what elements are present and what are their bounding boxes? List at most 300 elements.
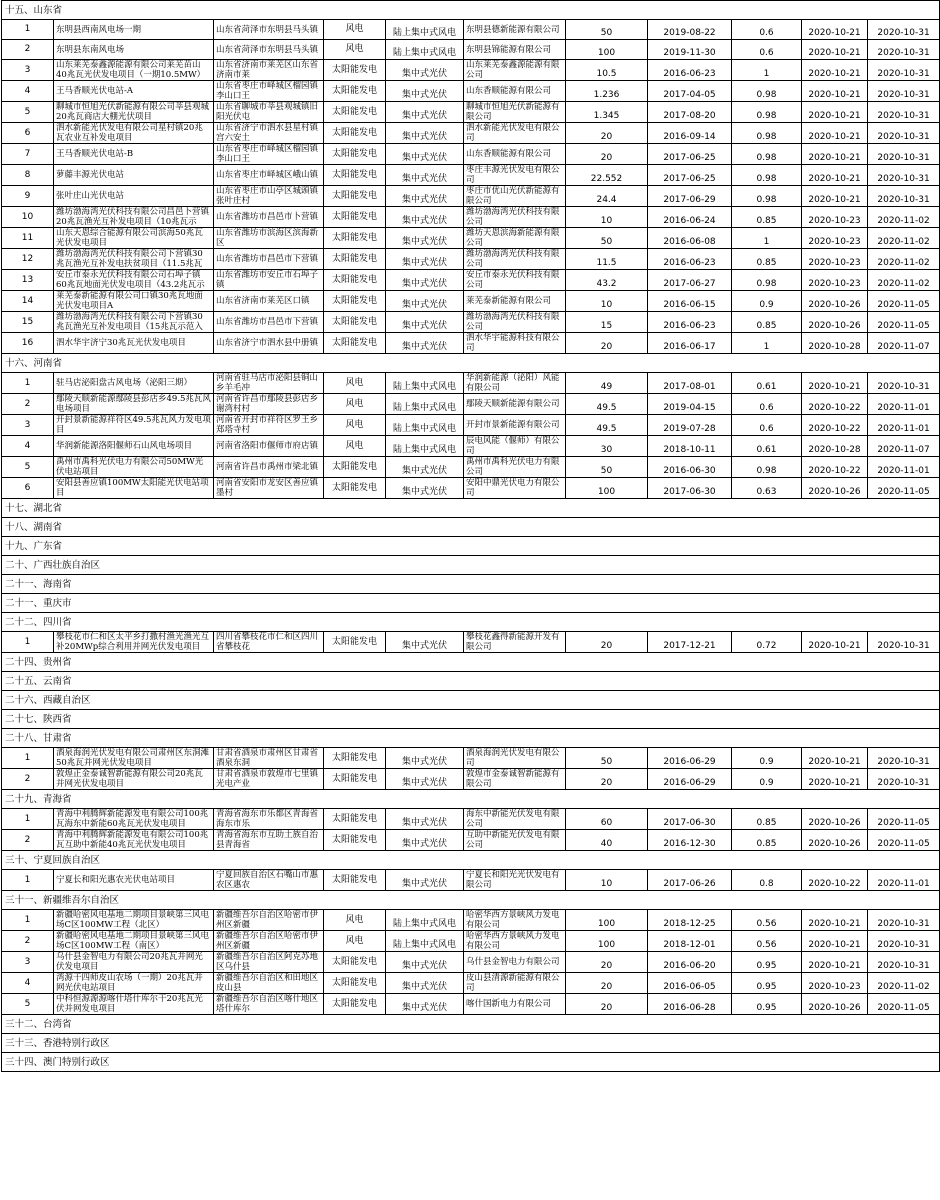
cell-start-date: 2020-10-23 <box>802 270 868 291</box>
cell-start-date: 2020-10-21 <box>802 40 868 60</box>
table-row <box>2 830 940 851</box>
section-title: 二十九、青海省 <box>2 790 940 809</box>
cell-owner: 潍坊渤海湾光伏科技有限公司 <box>464 249 566 270</box>
cell-capacity: 49.5 <box>566 415 648 436</box>
cell-power-type: 太阳能发电 <box>324 870 386 891</box>
cell-grid-date: 2016-12-30 <box>648 830 732 851</box>
cell-category: 陆上集中式风电 <box>386 910 464 931</box>
cell-owner: 山东香顺能源有限公司 <box>464 144 566 165</box>
section-title: 二十六、西藏自治区 <box>2 691 940 710</box>
cell-category: 集中式光伏 <box>386 123 464 144</box>
cell-no: 2 <box>2 931 54 952</box>
cell-category: 集中式光伏 <box>386 830 464 851</box>
cell-power-type: 太阳能发电 <box>324 249 386 270</box>
section-title: 二十、广西壮族自治区 <box>2 556 940 575</box>
cell-power-type: 太阳能发电 <box>324 123 386 144</box>
cell-project-name: 青海中利腾辉新能源发电有限公司100兆瓦互助中新能40兆瓦光伏发电项目 <box>54 830 214 851</box>
cell-location: 河南省许昌市鄢陵县彭店乡谢湾村村 <box>214 394 324 415</box>
section-header <box>2 613 940 632</box>
cell-project-name: 安丘市泰永光伏科技有限公司石埠子镇60兆瓦地面光伏发电项目（43.2兆瓦示 <box>54 270 214 291</box>
cell-no: 6 <box>2 123 54 144</box>
cell-grid-date: 2019-08-22 <box>648 20 732 40</box>
section-title: 十九、广东省 <box>2 537 940 556</box>
cell-price: 1 <box>732 333 802 354</box>
section-header <box>2 594 940 613</box>
cell-price: 0.95 <box>732 952 802 973</box>
cell-start-date: 2020-10-21 <box>802 952 868 973</box>
cell-grid-date: 2018-10-11 <box>648 436 732 457</box>
section-header <box>2 1034 940 1053</box>
cell-grid-date: 2016-06-20 <box>648 952 732 973</box>
cell-owner: 哈密华西方景峡风力发电有限公司 <box>464 931 566 952</box>
cell-start-date: 2020-10-21 <box>802 123 868 144</box>
cell-end-date: 2020-11-05 <box>868 312 940 333</box>
cell-project-name: 泗水新能光伏发电有限公司星村镇20兆瓦农业互补发电项目 <box>54 123 214 144</box>
table-row <box>2 270 940 291</box>
cell-no: 3 <box>2 952 54 973</box>
cell-price: 0.56 <box>732 910 802 931</box>
section-header <box>2 537 940 556</box>
cell-no: 13 <box>2 270 54 291</box>
cell-no: 2 <box>2 394 54 415</box>
cell-price: 0.85 <box>732 249 802 270</box>
cell-end-date: 2020-11-05 <box>868 809 940 830</box>
cell-start-date: 2020-10-26 <box>802 291 868 312</box>
section-title: 二十四、贵州省 <box>2 653 940 672</box>
cell-price: 0.6 <box>732 394 802 415</box>
cell-no: 11 <box>2 228 54 249</box>
cell-end-date: 2020-11-01 <box>868 394 940 415</box>
cell-price: 0.95 <box>732 973 802 994</box>
table-row <box>2 478 940 499</box>
cell-owner: 潍坊天恩滨海新能源有限公司 <box>464 228 566 249</box>
cell-end-date: 2020-10-31 <box>868 910 940 931</box>
cell-location: 山东省潍坊市安丘市石埠子镇 <box>214 270 324 291</box>
cell-location: 山东省济宁市泗水县星村镇宫六安土 <box>214 123 324 144</box>
cell-category: 集中式光伏 <box>386 478 464 499</box>
cell-no: 2 <box>2 40 54 60</box>
cell-start-date: 2020-10-21 <box>802 632 868 653</box>
cell-location: 新疆维吾尔自治区喀什地区塔什库尔 <box>214 994 324 1015</box>
section-title: 十八、湖南省 <box>2 518 940 537</box>
cell-category: 集中式光伏 <box>386 809 464 830</box>
cell-owner: 攀枝花鑫得新能源开发有限公司 <box>464 632 566 653</box>
table-row <box>2 207 940 228</box>
cell-project-name: 王马香顺光伏电站-B <box>54 144 214 165</box>
cell-project-name: 华润新能源洛阳偃师石山风电场项目 <box>54 436 214 457</box>
cell-project-name: 禹州市禹科光伏电力有限公司50MW光伏电站项目 <box>54 457 214 478</box>
cell-location: 山东省济南市莱芜区口镇 <box>214 291 324 312</box>
cell-project-name: 新疆哈密风电基地二期项目景峡第三风电场C区100MW工程（北区） <box>54 910 214 931</box>
cell-category: 集中式光伏 <box>386 165 464 186</box>
cell-grid-date: 2016-06-24 <box>648 207 732 228</box>
cell-category: 集中式光伏 <box>386 270 464 291</box>
cell-grid-date: 2017-06-30 <box>648 809 732 830</box>
table-row <box>2 394 940 415</box>
cell-project-name: 乌什县金智电力有限公司20兆瓦并网光伏发电项目 <box>54 952 214 973</box>
table-row <box>2 165 940 186</box>
cell-category: 陆上集中式风电 <box>386 373 464 394</box>
cell-owner: 乌什县金智电力有限公司 <box>464 952 566 973</box>
cell-power-type: 太阳能发电 <box>324 748 386 769</box>
cell-location: 山东省枣庄市峄城区榴园镇李山口王 <box>214 144 324 165</box>
cell-end-date: 2020-10-31 <box>868 40 940 60</box>
cell-no: 15 <box>2 312 54 333</box>
cell-power-type: 风电 <box>324 20 386 40</box>
cell-owner: 潍坊渤海湾光伏科技有限公司 <box>464 312 566 333</box>
cell-end-date: 2020-10-31 <box>868 81 940 102</box>
cell-price: 0.95 <box>732 994 802 1015</box>
cell-end-date: 2020-11-05 <box>868 830 940 851</box>
cell-power-type: 风电 <box>324 373 386 394</box>
cell-category: 集中式光伏 <box>386 769 464 790</box>
table-row <box>2 186 940 207</box>
cell-price: 0.98 <box>732 144 802 165</box>
cell-location: 山东省枣庄市峄城区榴园镇李山口王 <box>214 81 324 102</box>
cell-no: 1 <box>2 748 54 769</box>
cell-grid-date: 2017-08-20 <box>648 102 732 123</box>
cell-end-date: 2020-11-02 <box>868 207 940 228</box>
cell-capacity: 43.2 <box>566 270 648 291</box>
table-row <box>2 123 940 144</box>
cell-location: 河南省许昌市禹州市梁北镇 <box>214 457 324 478</box>
cell-location: 河南省安阳市龙安区善应镇墨村 <box>214 478 324 499</box>
cell-power-type: 太阳能发电 <box>324 291 386 312</box>
section-title: 二十七、陕西省 <box>2 710 940 729</box>
cell-power-type: 太阳能发电 <box>324 457 386 478</box>
cell-category: 集中式光伏 <box>386 312 464 333</box>
cell-start-date: 2020-10-28 <box>802 436 868 457</box>
table-row <box>2 910 940 931</box>
cell-start-date: 2020-10-26 <box>802 830 868 851</box>
table-row <box>2 81 940 102</box>
cell-price: 0.61 <box>732 436 802 457</box>
cell-capacity: 20 <box>566 973 648 994</box>
cell-owner: 莱芜泰新能源有限公司 <box>464 291 566 312</box>
cell-end-date: 2020-11-02 <box>868 228 940 249</box>
section-header <box>2 710 940 729</box>
section-header <box>2 518 940 537</box>
section-header <box>2 851 940 870</box>
cell-grid-date: 2016-06-23 <box>648 312 732 333</box>
cell-project-name: 萝藤丰源光伏电站 <box>54 165 214 186</box>
cell-power-type: 太阳能发电 <box>324 994 386 1015</box>
cell-capacity: 24.4 <box>566 186 648 207</box>
cell-category: 集中式光伏 <box>386 457 464 478</box>
cell-no: 1 <box>2 870 54 891</box>
cell-no: 5 <box>2 457 54 478</box>
cell-project-name: 泗水华宇济宁30兆瓦光伏发电项目 <box>54 333 214 354</box>
cell-price: 0.98 <box>732 123 802 144</box>
table-row <box>2 228 940 249</box>
cell-capacity: 10 <box>566 870 648 891</box>
cell-power-type: 风电 <box>324 931 386 952</box>
section-title: 三十、宁夏回族自治区 <box>2 851 940 870</box>
cell-grid-date: 2016-06-08 <box>648 228 732 249</box>
cell-grid-date: 2019-11-30 <box>648 40 732 60</box>
cell-location: 山东省菏泽市东明县马头镇 <box>214 40 324 60</box>
table-row <box>2 809 940 830</box>
cell-end-date: 2020-10-31 <box>868 632 940 653</box>
cell-grid-date: 2019-04-15 <box>648 394 732 415</box>
cell-start-date: 2020-10-26 <box>802 994 868 1015</box>
cell-grid-date: 2016-06-29 <box>648 769 732 790</box>
section-header <box>2 790 940 809</box>
cell-power-type: 太阳能发电 <box>324 769 386 790</box>
cell-grid-date: 2016-06-23 <box>648 60 732 81</box>
cell-capacity: 50 <box>566 748 648 769</box>
cell-location: 新疆维吾尔自治区和田地区皮山县 <box>214 973 324 994</box>
cell-power-type: 太阳能发电 <box>324 952 386 973</box>
cell-start-date: 2020-10-21 <box>802 910 868 931</box>
section-title: 三十三、香港特别行政区 <box>2 1034 940 1053</box>
cell-location: 山东省潍坊市昌邑市下营镇 <box>214 312 324 333</box>
cell-power-type: 太阳能发电 <box>324 270 386 291</box>
cell-power-type: 太阳能发电 <box>324 102 386 123</box>
table-row <box>2 748 940 769</box>
cell-start-date: 2020-10-21 <box>802 186 868 207</box>
cell-grid-date: 2016-06-29 <box>648 748 732 769</box>
section-header <box>2 1053 940 1072</box>
cell-price: 0.9 <box>732 748 802 769</box>
cell-price: 0.6 <box>732 20 802 40</box>
cell-grid-date: 2017-06-26 <box>648 870 732 891</box>
cell-price: 0.85 <box>732 312 802 333</box>
cell-start-date: 2020-10-26 <box>802 312 868 333</box>
cell-grid-date: 2016-06-05 <box>648 973 732 994</box>
section-title: 二十一、重庆市 <box>2 594 940 613</box>
cell-end-date: 2020-10-31 <box>868 373 940 394</box>
cell-project-name: 莱芜泰新能源有限公司口镇30兆瓦地面光伏发电项目A <box>54 291 214 312</box>
cell-no: 12 <box>2 249 54 270</box>
cell-project-name: 宁夏长和阳光惠农光伏电站项目 <box>54 870 214 891</box>
cell-end-date: 2020-11-01 <box>868 870 940 891</box>
cell-power-type: 风电 <box>324 40 386 60</box>
section-title: 三十四、澳门特别行政区 <box>2 1053 940 1072</box>
cell-no: 1 <box>2 373 54 394</box>
cell-no: 5 <box>2 102 54 123</box>
cell-location: 山东省潍坊市昌邑市卜营镇 <box>214 207 324 228</box>
cell-owner: 哈密华西方景峡风力发电有限公司 <box>464 910 566 931</box>
section-header <box>2 672 940 691</box>
table-row <box>2 457 940 478</box>
cell-category: 陆上集中式风电 <box>386 40 464 60</box>
cell-capacity: 11.5 <box>566 249 648 270</box>
cell-start-date: 2020-10-21 <box>802 748 868 769</box>
cell-power-type: 太阳能发电 <box>324 632 386 653</box>
cell-owner: 潍坊渤海湾光伏科技有限公司 <box>464 207 566 228</box>
cell-price: 1 <box>732 228 802 249</box>
cell-category: 集中式光伏 <box>386 207 464 228</box>
cell-start-date: 2020-10-21 <box>802 81 868 102</box>
cell-category: 集中式光伏 <box>386 186 464 207</box>
section-header <box>2 575 940 594</box>
cell-power-type: 太阳能发电 <box>324 830 386 851</box>
cell-price: 0.8 <box>732 870 802 891</box>
section-header <box>2 1015 940 1034</box>
table-row <box>2 994 940 1015</box>
cell-grid-date: 2017-04-05 <box>648 81 732 102</box>
cell-capacity: 22.552 <box>566 165 648 186</box>
cell-price: 0.85 <box>732 809 802 830</box>
project-table <box>1 0 940 1072</box>
cell-no: 16 <box>2 333 54 354</box>
cell-start-date: 2020-10-22 <box>802 457 868 478</box>
section-title: 三十二、台湾省 <box>2 1015 940 1034</box>
cell-category: 陆上集中式风电 <box>386 394 464 415</box>
section-header <box>2 354 940 373</box>
cell-no: 1 <box>2 910 54 931</box>
cell-start-date: 2020-10-28 <box>802 333 868 354</box>
table-row <box>2 769 940 790</box>
cell-owner: 泗水新能光伏发电有限公司 <box>464 123 566 144</box>
cell-location: 河南省驻马店市泌阳县铜山乡羊毛冲 <box>214 373 324 394</box>
cell-price: 0.98 <box>732 102 802 123</box>
cell-grid-date: 2017-06-25 <box>648 144 732 165</box>
cell-location: 河南省洛阳市偃师市府店镇 <box>214 436 324 457</box>
cell-owner: 东明县德新能源有限公司 <box>464 20 566 40</box>
cell-start-date: 2020-10-23 <box>802 973 868 994</box>
cell-category: 陆上集中式风电 <box>386 20 464 40</box>
cell-category: 陆上集中式风电 <box>386 436 464 457</box>
table-row <box>2 144 940 165</box>
cell-owner: 宁夏长和阳光光伏发电有限公司 <box>464 870 566 891</box>
cell-capacity: 60 <box>566 809 648 830</box>
cell-location: 山东省潍坊市昌邑市下营镇 <box>214 249 324 270</box>
cell-grid-date: 2018-12-25 <box>648 910 732 931</box>
cell-owner: 枣庄丰源光伏发电有限公司 <box>464 165 566 186</box>
cell-grid-date: 2019-07-28 <box>648 415 732 436</box>
cell-price: 0.9 <box>732 769 802 790</box>
cell-project-name: 湾源干四师皮山农场（一期）20兆瓦并网光伏电站项目 <box>54 973 214 994</box>
table-row <box>2 249 940 270</box>
cell-project-name: 潍坊渤海湾光伏科技有限公司下营镇30兆瓦渔光互补发电项目（15兆瓦示范入 <box>54 312 214 333</box>
cell-no: 1 <box>2 809 54 830</box>
table-row <box>2 102 940 123</box>
cell-capacity: 40 <box>566 830 648 851</box>
cell-owner: 山东莱芜泰鑫源能源有限公司 <box>464 60 566 81</box>
cell-end-date: 2020-11-01 <box>868 415 940 436</box>
section-title: 十六、河南省 <box>2 354 940 373</box>
cell-price: 0.85 <box>732 207 802 228</box>
cell-owner: 山东香顺能源有限公司 <box>464 81 566 102</box>
table-row <box>2 436 940 457</box>
table-row <box>2 931 940 952</box>
cell-capacity: 50 <box>566 228 648 249</box>
cell-power-type: 风电 <box>324 436 386 457</box>
cell-start-date: 2020-10-23 <box>802 228 868 249</box>
cell-capacity: 20 <box>566 769 648 790</box>
cell-owner: 皮山县清源新能源有限公司 <box>464 973 566 994</box>
cell-no: 10 <box>2 207 54 228</box>
cell-location: 宁夏回族自治区石嘴山市惠农区惠农 <box>214 870 324 891</box>
cell-project-name: 驻马店泌阳盘古风电场（泌阳三期） <box>54 373 214 394</box>
section-title: 二十八、甘肃省 <box>2 729 940 748</box>
cell-no: 6 <box>2 478 54 499</box>
cell-price: 1 <box>732 60 802 81</box>
cell-power-type: 太阳能发电 <box>324 207 386 228</box>
cell-start-date: 2020-10-26 <box>802 809 868 830</box>
cell-location: 山东省济宁市泗水县中册镇 <box>214 333 324 354</box>
cell-location: 山东省聊城市莘县观城镇旧阳光伏屯 <box>214 102 324 123</box>
cell-power-type: 太阳能发电 <box>324 973 386 994</box>
cell-owner: 安阳中鼎光伏电力有限公司 <box>464 478 566 499</box>
cell-location: 新疆维吾尔自治区哈密市伊州区新疆 <box>214 931 324 952</box>
cell-end-date: 2020-10-31 <box>868 186 940 207</box>
cell-no: 9 <box>2 186 54 207</box>
cell-start-date: 2020-10-23 <box>802 207 868 228</box>
cell-project-name: 山东莱芜泰鑫源能源有限公司莱芜苗山40兆瓦光伏发电项目（一期10.5MW） <box>54 60 214 81</box>
cell-grid-date: 2017-06-29 <box>648 186 732 207</box>
cell-capacity: 1.345 <box>566 102 648 123</box>
section-header <box>2 499 940 518</box>
cell-owner: 敦煌市金泰诚智新能源有限公司 <box>464 769 566 790</box>
table-row <box>2 632 940 653</box>
cell-grid-date: 2017-12-21 <box>648 632 732 653</box>
cell-capacity: 30 <box>566 436 648 457</box>
cell-owner: 枣庄市优山光伏新能源有限公司 <box>464 186 566 207</box>
section-title: 二十五、云南省 <box>2 672 940 691</box>
cell-power-type: 太阳能发电 <box>324 228 386 249</box>
cell-end-date: 2020-11-05 <box>868 291 940 312</box>
cell-project-name: 新疆哈密风电基地二期项目景峡第三风电场C区100MW工程（南区） <box>54 931 214 952</box>
cell-capacity: 20 <box>566 632 648 653</box>
cell-category: 集中式光伏 <box>386 333 464 354</box>
cell-power-type: 太阳能发电 <box>324 333 386 354</box>
cell-price: 0.98 <box>732 81 802 102</box>
cell-no: 2 <box>2 769 54 790</box>
cell-price: 0.9 <box>732 291 802 312</box>
table-row <box>2 312 940 333</box>
section-header <box>2 691 940 710</box>
cell-price: 0.56 <box>732 931 802 952</box>
cell-location: 新疆维吾尔自治区哈密市伊州区新疆 <box>214 910 324 931</box>
section-title: 十五、山东省 <box>2 1 940 20</box>
cell-project-name: 攀枝花市仁和区太平乡打撒村渔光渔光互补20MWp综合利用并网光伏发电项目 <box>54 632 214 653</box>
section-title: 二十二、四川省 <box>2 613 940 632</box>
cell-owner: 互助中新能光伏发电有限公司 <box>464 830 566 851</box>
cell-capacity: 100 <box>566 910 648 931</box>
cell-location: 甘肃省酒泉市敦煌市七里镇光电产业 <box>214 769 324 790</box>
cell-category: 集中式光伏 <box>386 144 464 165</box>
cell-project-name: 东明县西南风电场一期 <box>54 20 214 40</box>
cell-end-date: 2020-11-05 <box>868 478 940 499</box>
cell-start-date: 2020-10-21 <box>802 102 868 123</box>
cell-location: 青海省海东市乐都区青海省海东市乐 <box>214 809 324 830</box>
cell-end-date: 2020-10-31 <box>868 102 940 123</box>
cell-grid-date: 2017-06-25 <box>648 165 732 186</box>
cell-price: 0.98 <box>732 457 802 478</box>
table-row <box>2 333 940 354</box>
cell-owner: 开封市景新能源有限公司 <box>464 415 566 436</box>
table-row <box>2 20 940 40</box>
cell-end-date: 2020-10-31 <box>868 769 940 790</box>
cell-power-type: 太阳能发电 <box>324 60 386 81</box>
cell-start-date: 2020-10-21 <box>802 144 868 165</box>
cell-end-date: 2020-10-31 <box>868 123 940 144</box>
cell-end-date: 2020-11-02 <box>868 973 940 994</box>
cell-category: 集中式光伏 <box>386 632 464 653</box>
cell-project-name: 酒泉海润光伏发电有限公司肃州区东洞滩50兆瓦并网光伏发电项目 <box>54 748 214 769</box>
cell-power-type: 太阳能发电 <box>324 144 386 165</box>
section-title: 三十一、新疆维吾尔自治区 <box>2 891 940 910</box>
section-header <box>2 556 940 575</box>
cell-location: 山东省潍坊市滨海区滨海新区 <box>214 228 324 249</box>
cell-category: 集中式光伏 <box>386 748 464 769</box>
cell-owner: 喀什国新电力有限公司 <box>464 994 566 1015</box>
cell-start-date: 2020-10-21 <box>802 373 868 394</box>
cell-capacity: 10 <box>566 291 648 312</box>
